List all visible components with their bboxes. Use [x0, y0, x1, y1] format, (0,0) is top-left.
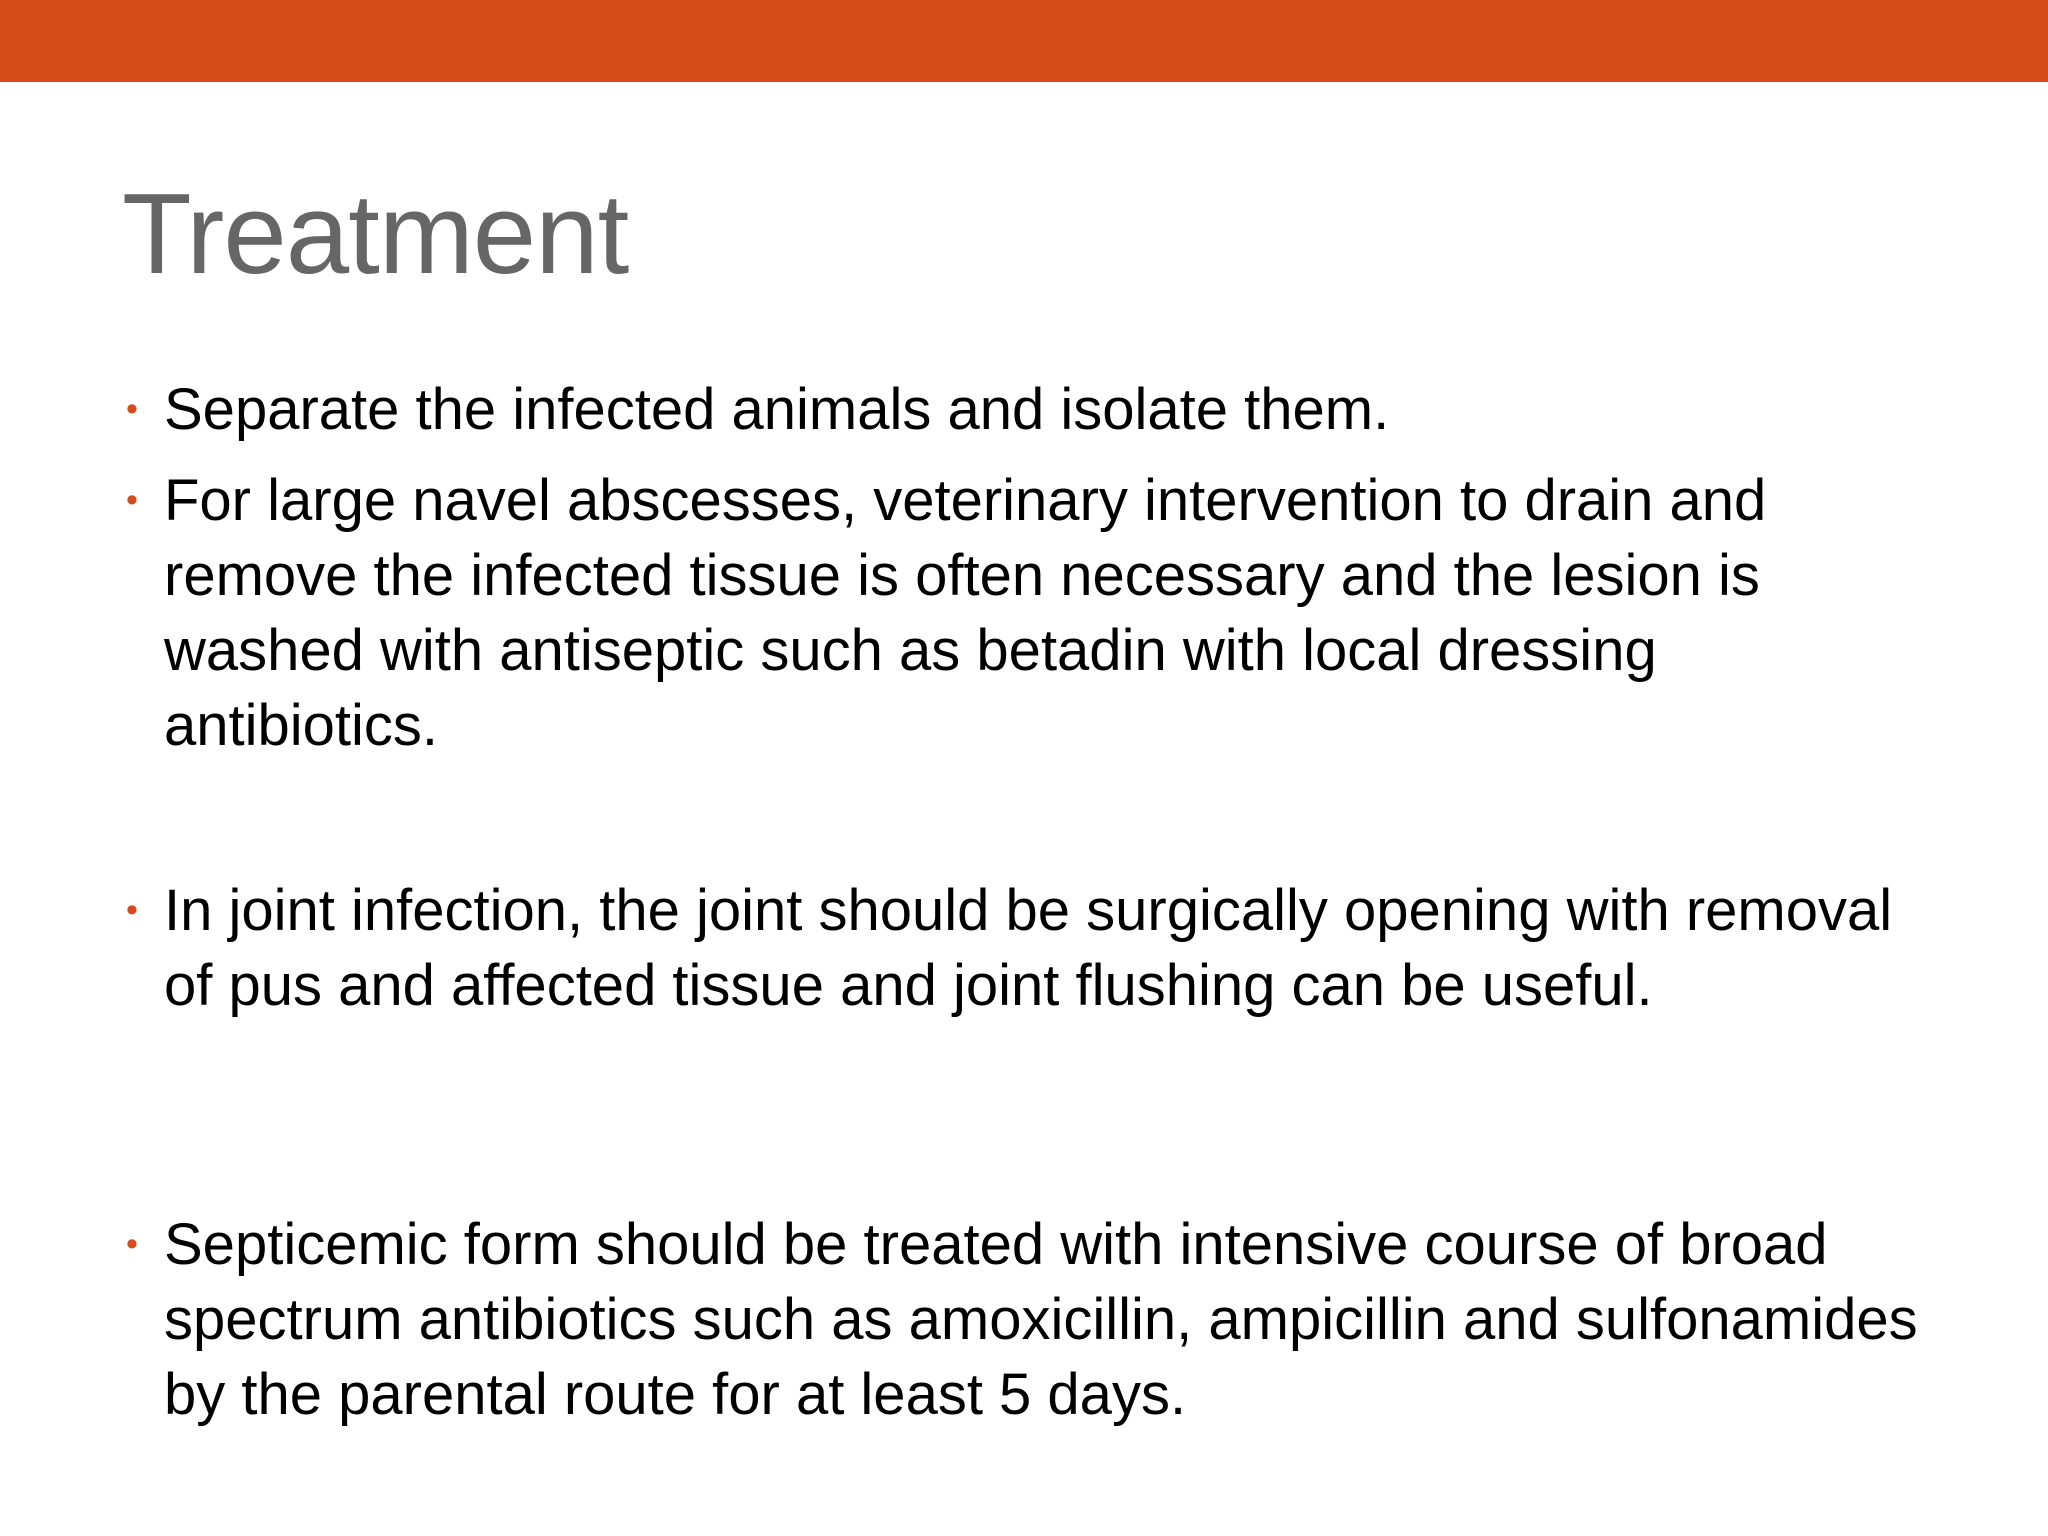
bullet-item: [126, 1207, 1924, 1432]
bullet-text: Septicemic form should be treated with intensive course of broad spectrum antibiotics such as amoxicillin, ampicillin and sulfonamides by the parental route for at least 5 days.: [164, 1212, 1918, 1427]
top-accent-bar: [0, 0, 2048, 82]
bullet-text: Separate the infected animals and isolate them.: [164, 377, 1390, 442]
bullet-text: In joint infection, the joint should be surgically opening with removal of pus and affected tissue and joint flushing can be useful.: [164, 878, 1893, 1018]
bullet-text: For large navel abscesses, veterinary intervention to drain and remove the infected tissue is often necessary and the lesion is washed with antiseptic such as betadin with local dressing antibiotics.: [164, 468, 1767, 758]
bullet-item: [126, 873, 1924, 1023]
slide-title: Treatment: [122, 171, 629, 298]
bullet-dot-icon: •: [126, 481, 138, 519]
bullet-item: [126, 372, 1924, 447]
bullet-dot-icon: •: [126, 1225, 138, 1263]
bullet-dot-icon: •: [126, 390, 138, 428]
bullet-dot-icon: •: [126, 891, 138, 929]
bullet-item: [126, 463, 1924, 763]
